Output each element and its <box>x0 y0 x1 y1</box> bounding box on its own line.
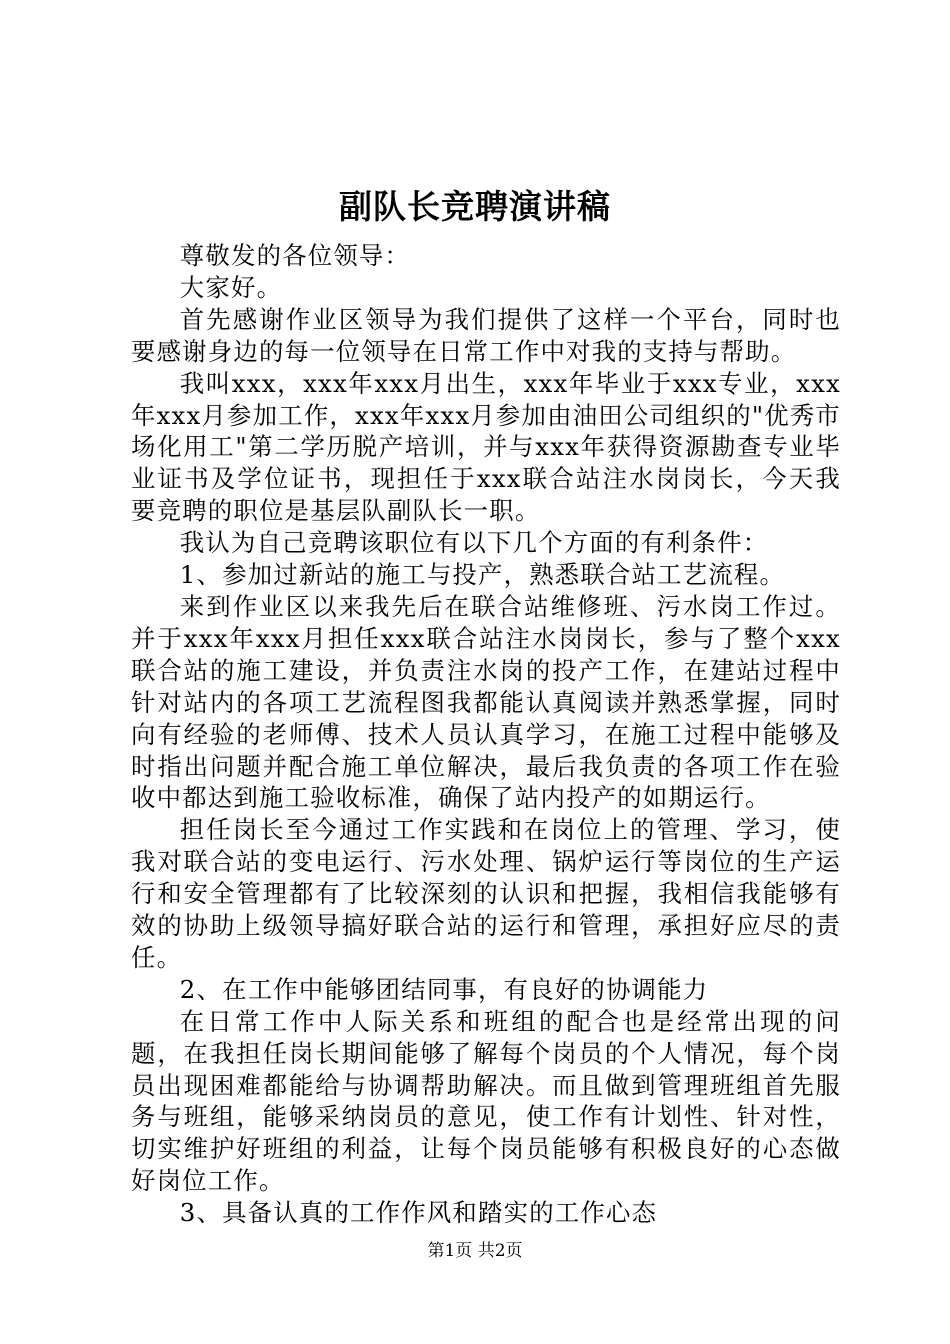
body-paragraph: 首先感谢作业区领导为我们提供了这样一个平台，同时也要感谢身边的每一位领导在日常工作中对我的支持与帮助。 <box>131 304 841 366</box>
greeting: 大家好。 <box>179 272 283 302</box>
salutation: 尊敬发的各位领导： <box>179 241 411 270</box>
page-number-footer: 第1页 共2页 <box>427 1241 523 1261</box>
body-paragraph: 在日常工作中人际关系和班组的配合也是经常出现的问题，在我担任岗长期间能够了解每个岗员的个人情况，每个岗员出现困难都能给与协调帮助解决。而且做到管理班组首先服务与班组，能够采纳岗员的意见，使工作有计划性、针对性，切实维护好班组的利益，让每个岗员能够有积极良好的心态做好岗位工作。 <box>131 1006 841 1196</box>
body-paragraph: 我叫xxx，xxx年xxx月出生，xxx年毕业于xxx专业，xxx年xxx月参加工作，xxx年xxx月参加由油田公司组织的"优秀市场化用工"第二学历脱产培训，并与xxx年获得资源勘查专业毕业证书及学位证书，现担任于xxx联合站注水岗岗长，今天我要竞聘的职位是基层队副队长一职。 <box>131 368 842 526</box>
body-paragraph: 担任岗长至今通过工作实践和在岗位上的管理、学习，使我对联合站的变电运行、污水处理、锅炉运行等岗位的生产运行和安全管理都有了比较深刻的认识和把握，我相信我能够有效的协助上级领导搞好联合站的运行和管理，承担好应尽的责任。 <box>131 815 841 972</box>
body-paragraph: 来到作业区以来我先后在联合站维修班、污水岗工作过。并于xxx年xxx月担任xxx联合站注水岗岗长，参与了整个xxx联合站的施工建设，并负责注水岗的投产工作，在建站过程中针对站内的各项工艺流程图我都能认真阅读并熟悉掌握，同时向有经验的老师傅、技术人员认真学习，在施工过程中能够及时指出问题并配合施工单位解决，最后我负责的各项工作在验收中都达到施工验收标准，确保了站内投产的如期运行。 <box>131 591 841 813</box>
section-heading: 1、参加过新站的施工与投产，熟悉联合站工艺流程。 <box>179 560 786 590</box>
document-body <box>131 240 841 1229</box>
document-title: 副队长竞聘演讲稿 <box>339 187 611 226</box>
section-heading: 2、在工作中能够团结同事，有良好的协调能力 <box>179 974 709 1004</box>
body-paragraph: 我认为自己竞聘该职位有以下几个方面的有利条件： <box>179 528 769 558</box>
section-heading: 3、具备认真的工作作风和踏实的工作心态 <box>179 1198 658 1228</box>
